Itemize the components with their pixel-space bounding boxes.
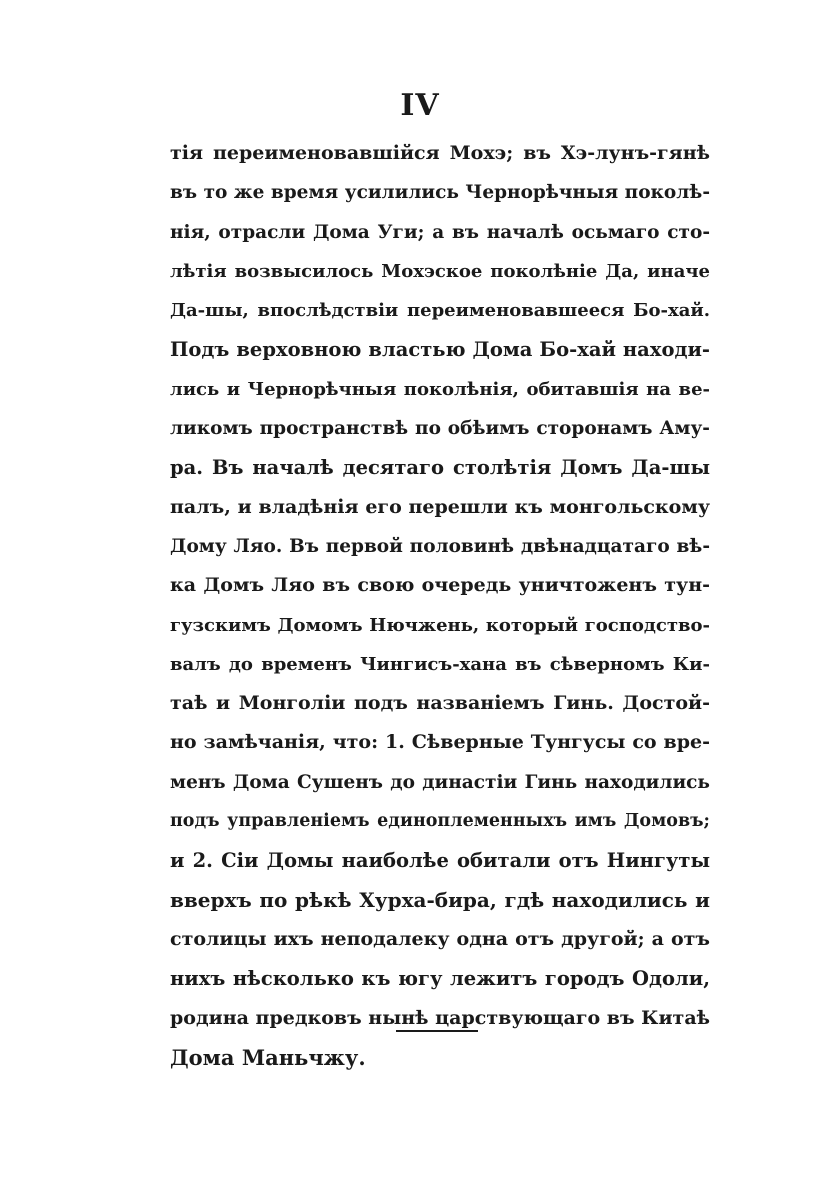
text-line: палъ, и владѣнія его перешли къ монгольскому: [170, 495, 710, 518]
text-line: родина предковъ нынѣ царствующаго въ Китаѣ: [170, 1006, 710, 1029]
text-line: и 2. Сіи Домы наиболѣе обитали отъ Нингуты: [170, 849, 710, 873]
text-line: но замѣчанія, что: 1. Сѣверные Тунгусы со вре-: [170, 731, 710, 754]
text-line: столицы ихъ неподалеку одна отъ другой; а отъ: [170, 927, 710, 950]
text-line: лѣтія возвысилось Мохэское поколѣніе Да, иначе: [170, 260, 710, 282]
text-line: Подъ верховною властью Дома Бо-хай находи-: [170, 338, 710, 362]
text-line: тія переименовавшійся Мохэ; въ Хэ-лунъ-гянѣ: [170, 142, 710, 164]
page-number: IV: [400, 88, 440, 123]
text-line: таѣ и Монголіи подъ названіемъ Гинь. Достой-: [170, 692, 710, 715]
text-line: гузскимъ Домомъ Нючжень, который господство-: [170, 614, 710, 636]
text-line: въ то же время усилились Чернорѣчныя поколѣ-: [170, 182, 710, 204]
text-line: Дома Маньчжу.: [170, 1044, 366, 1070]
text-line: менъ Дома Сушенъ до династіи Гинь находились: [170, 771, 710, 793]
text-line: вверхъ по рѣкѣ Хурха-бира, гдѣ находились и: [170, 887, 710, 912]
text-line: нихъ нѣсколько къ югу лежитъ городъ Одоли,: [170, 967, 710, 991]
text-line: лись и Чернорѣчныя поколѣнія, обитавшія на ве-: [170, 378, 710, 400]
text-line: Дому Ляо. Въ первой половинѣ двѣнадцатаго вѣ-: [170, 535, 710, 557]
text-line: Да-шы, впослѣдствіи переименовавшееся Бо-хай.: [170, 300, 710, 322]
text-line: валъ до временъ Чингисъ-хана въ сѣверномъ Ки-: [170, 653, 710, 675]
body-text: [170, 134, 710, 1077]
text-line: ра. Въ началѣ десятаго столѣтія Домъ Да-шы: [170, 456, 710, 480]
text-line: нія, отрасли Дома Уги; а въ началѣ осьмаго сто-: [170, 221, 710, 243]
text-line: ликомъ пространствѣ по обѣимъ сторонамъ Аму-: [170, 418, 710, 440]
text-line: ка Домъ Ляо въ свою очередь уничтоженъ тун-: [170, 574, 710, 597]
text-line: подъ управленіемъ единоплеменныхъ имъ Домовъ;: [170, 811, 710, 832]
closing-rule: [396, 1030, 478, 1032]
